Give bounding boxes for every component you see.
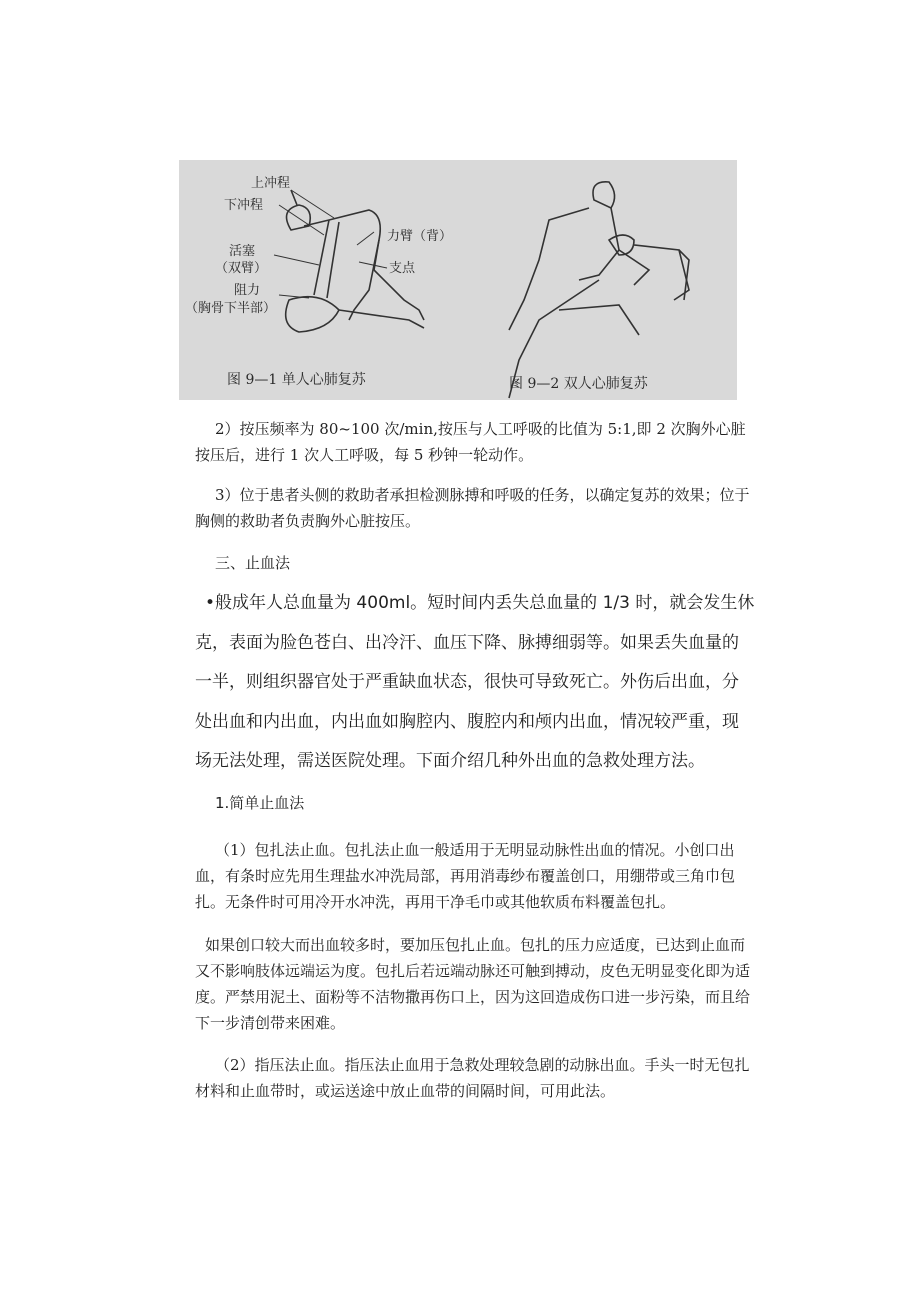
paragraph-finger-pressure: （2）指压法止血。指压法止血用于急救处理较急剧的动脉出血。手头一时无包扎材料和止血带时，或运送途中放止血带的间隔时间，可用此法。: [195, 1056, 750, 1100]
paragraph-pressure-bandage: 如果创口较大而出血较多时，要加压包扎止血。包扎的压力应适度，已达到止血而又不影响肢体远端运为度。包扎后若远端动脉还可触到搏动，皮色无明显变化即为适度。严禁用泥土、面粉等不洁物撒再伤口上，因为这回造成伤口进一步污染，而且给下一步清创带来困难。: [195, 936, 751, 1032]
cpr-figure-svg: [179, 160, 737, 400]
label-resistance-sub: （胸骨下半部）: [185, 301, 277, 316]
two-rescuer-drawing: [509, 182, 689, 398]
label-piston-sub: （双臂）: [215, 261, 268, 276]
label-down-stroke: 下冲程: [224, 198, 264, 213]
paragraph-rescuer-roles: 3）位于患者头侧的救助者承担检测脉搏和呼吸的任务，以确定复苏的效果；位于胸侧的救助者负责胸外心脏按压。: [195, 486, 750, 530]
label-lever-arm: 力臂（背）: [387, 229, 453, 244]
label-resistance: 阻力: [234, 283, 261, 298]
paragraph-bandage-method: （1）包扎法止血。包扎法止血一般适用于无明显动脉性出血的情况。小创口出血，有条时应先用生理盐水冲洗局部，再用消毒纱布覆盖创口，用绷带或三角巾包扎。无条件时可用冷开水冲洗，再用干净毛巾或其他软质布料覆盖包扎。: [195, 841, 736, 911]
caption-single-cpr: 图 9—1 单人心肺复苏: [227, 372, 366, 388]
label-up-stroke: 上冲程: [251, 176, 291, 191]
label-piston: 活塞: [229, 244, 256, 259]
cpr-illustration: [179, 160, 737, 400]
paragraph-blood-loss: •般成年人总血量为 400ml。短时间内丢失总血量的 1/3 时，就会发生休克，表面为脸色苍白、出冷汗、血压下降、脉搏细弱等。如果丢失血量的一半，则组织器官处于严重缺血状态，很快可导致死亡。外伤后出血，分处出血和内出血，内出血如胸腔内、腹腔内和颅内出血，情况较严重，现场无法处理，需送医院处理。下面介绍几种外出血的急救处理方法。: [195, 593, 755, 771]
caption-double-cpr: 图 9—2 双人心肺复苏: [509, 376, 648, 392]
section-heading-hemostasis: 三、止血法: [215, 554, 291, 572]
label-fulcrum: 支点: [389, 261, 416, 276]
subheading-simple-hemostasis: 1.简单止血法: [215, 794, 305, 812]
paragraph-compression-rate: 2）按压频率为 80~100 次/min,按压与人工呼吸的比值为 5:1,即 2 次胸外心脏按压后，进行 1 次人工呼吸，每 5 秒钟一轮动作。: [195, 420, 746, 464]
